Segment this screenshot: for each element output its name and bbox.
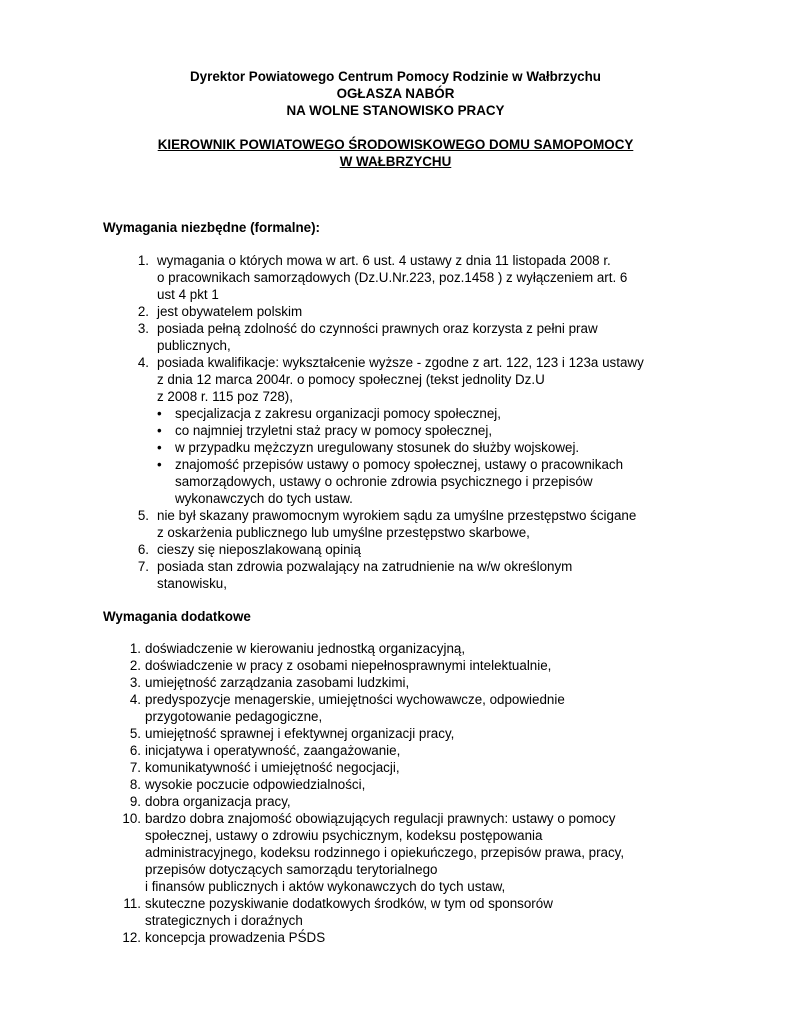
item-text-line: cieszy się nieposzlakowaną opinią (157, 542, 361, 557)
item-text-line: umiejętność sprawnej i efektywnej organizacji pracy, (145, 726, 455, 741)
item-text (145, 674, 681, 691)
item-text (145, 793, 681, 810)
item-number: 1. (129, 641, 141, 656)
list-item (121, 657, 681, 674)
item-number: 6. (129, 743, 141, 758)
item-text (145, 810, 681, 895)
title-line-1: KIEROWNIK POWIATOWEGO ŚRODOWISKOWEGO DOMU SAMOPOMOCY (157, 137, 634, 152)
list-item (127, 354, 697, 507)
item-text (145, 691, 681, 725)
bullet-text-line: samorządowych, ustawy o ochronie zdrowia psychicznego i przepisów (175, 474, 593, 489)
item-text (145, 759, 681, 776)
list-item (121, 691, 681, 725)
list-item (121, 895, 681, 929)
list-item (121, 929, 681, 946)
item-text-line: komunikatywność i umiejętność negocjacji, (145, 760, 400, 775)
item-text-line: posiada pełną zdolność do czynności prawnych oraz korzysta z pełni praw (157, 321, 598, 336)
item-text (145, 776, 681, 793)
item-text (157, 507, 697, 541)
bullet-text-line: specjalizacja z zakresu organizacji pomocy społecznej, (175, 406, 501, 421)
qualification-bullets (157, 405, 697, 507)
item-text (145, 895, 681, 929)
item-text-line: z dnia 12 marca 2004r. o pomocy społecznej (tekst jednolity Dz.U (157, 372, 545, 387)
item-text (145, 725, 681, 742)
bullet-icon: • (157, 440, 162, 455)
item-number: 7. (137, 559, 149, 574)
item-text-line: ust 4 pkt 1 (157, 287, 219, 302)
list-item (127, 303, 697, 320)
bullet-item (157, 422, 697, 439)
item-number: 3. (129, 675, 141, 690)
requirements-heading: Wymagania niezbędne (formalne): (103, 220, 321, 235)
item-text (145, 640, 681, 657)
bullet-item (157, 405, 697, 422)
bullet-text-line: co najmniej trzyletni staż pracy w pomocy społecznej, (175, 423, 493, 438)
item-text-line: wysokie poczucie odpowiedzialności, (145, 777, 366, 792)
item-text-line: doświadczenie w pracy z osobami niepełnosprawnymi intelektualnie, (145, 658, 552, 673)
item-number: 4. (129, 692, 141, 707)
list-item (121, 640, 681, 657)
item-number: 5. (137, 508, 149, 523)
list-item (121, 776, 681, 793)
bullet-icon: • (157, 423, 162, 438)
item-text-line: koncepcja prowadzenia PŚDS (145, 930, 326, 945)
item-text-line: inicjatywa i operatywność, zaangażowanie, (145, 743, 401, 758)
item-text-line: przygotowanie pedagogiczne, (145, 709, 323, 724)
item-text-line: dobra organizacja pracy, (145, 794, 291, 809)
list-item (121, 810, 681, 895)
item-number: 7. (129, 760, 141, 775)
item-text-line: posiada stan zdrowia pozwalający na zatrudnienie na w/w określonym (157, 559, 573, 574)
item-text-line: strategicznych i doraźnych (145, 913, 303, 928)
item-text-line: przepisów dotyczących samorządu terytorialnego (145, 862, 438, 877)
item-number: 3. (137, 321, 149, 336)
item-text-line: wymagania o których mowa w art. 6 ust. 4 ustawy z dnia 11 listopada 2008 r. (157, 253, 611, 268)
bullet-text-line: w przypadku mężczyzn uregulowany stosunek do służby wojskowej. (175, 440, 580, 455)
list-item (127, 252, 697, 303)
bullet-icon: • (157, 406, 162, 421)
list-item (127, 558, 697, 592)
item-number: 2. (129, 658, 141, 673)
list-item (121, 674, 681, 691)
header-line-3: NA WOLNE STANOWISKO PRACY (286, 103, 505, 118)
additional-heading: Wymagania dodatkowe (103, 609, 251, 624)
item-text (145, 742, 681, 759)
list-item (127, 541, 697, 558)
item-text-line: jest obywatelem polskim (157, 304, 303, 319)
item-number: 12. (122, 930, 141, 945)
bullet-text-line: wykonawczych do tych ustaw. (175, 491, 353, 506)
item-number: 5. (129, 726, 141, 741)
item-text-line: z oskarżenia publicznego lub umyślne przestępstwo skarbowe, (157, 525, 530, 540)
item-text-line: i finansów publicznych i aktów wykonawczych do tych ustaw, (145, 879, 506, 894)
item-text-line: społecznej, ustawy o zdrowiu psychicznym, kodeksu postępowania (145, 828, 543, 843)
title-line-2: W WAŁBRZYCHU (339, 154, 452, 169)
item-number: 2. (137, 304, 149, 319)
list-item (127, 320, 697, 354)
list-item (121, 725, 681, 742)
item-number: 6. (137, 542, 149, 557)
item-text (157, 558, 697, 592)
item-number: 11. (123, 896, 141, 911)
item-text-line: stanowisku, (157, 576, 227, 591)
requirements-list (127, 252, 697, 592)
item-number: 8. (129, 777, 141, 792)
item-text-line: nie był skazany prawomocnym wyrokiem sądu za umyślne przestępstwo ścigane (157, 508, 637, 523)
item-text-line: posiada kwalifikacje: wykształcenie wyższe - zgodne z art. 122, 123 i 123a ustawy (157, 355, 644, 370)
header-line-2: OGŁASZA NABÓR (336, 86, 455, 101)
list-item (121, 759, 681, 776)
item-number: 10. (122, 811, 141, 826)
item-text-line: doświadczenie w kierowaniu jednostką organizacyjną, (145, 641, 466, 656)
item-text-line: umiejętność zarządzania zasobami ludzkimi, (145, 675, 410, 690)
announcement-header (0, 68, 791, 119)
item-text (145, 657, 681, 674)
item-text-line: publicznych, (157, 338, 231, 353)
position-title (0, 136, 791, 170)
header-line-1: Dyrektor Powiatowego Centrum Pomocy Rodzinie w Wałbrzychu (190, 69, 601, 84)
bullet-icon: • (157, 457, 162, 472)
item-text (157, 354, 697, 507)
item-text (157, 303, 697, 320)
bullet-item (157, 439, 697, 456)
item-text (145, 929, 681, 946)
item-number: 4. (137, 355, 149, 370)
item-text-line: administracyjnego, kodeksu rodzinnego i opiekuńczego, przepisów prawa, pracy, (145, 845, 625, 860)
item-text-line: bardzo dobra znajomość obowiązujących regulacji prawnych: ustawy o pomocy (145, 811, 616, 826)
item-text (157, 252, 697, 303)
item-number: 1. (137, 253, 149, 268)
bullet-text-line: znajomość przepisów ustawy o pomocy społecznej, ustawy o pracownikach (175, 457, 624, 472)
list-item (121, 742, 681, 759)
item-text-line: o pracownikach samorządowych (Dz.U.Nr.223, poz.1458 ) z wyłączeniem art. 6 (157, 270, 628, 285)
list-item (121, 793, 681, 810)
bullet-item (157, 456, 697, 507)
item-text (157, 541, 697, 558)
item-text-line: predyspozycje menagerskie, umiejętności wychowawcze, odpowiednie (145, 692, 565, 707)
item-text (157, 320, 697, 354)
item-text-line: skuteczne pozyskiwanie dodatkowych środków, w tym od sponsorów (145, 896, 553, 911)
item-number: 9. (129, 794, 141, 809)
additional-requirements-list (121, 640, 681, 946)
list-item (127, 507, 697, 541)
item-text-line: z 2008 r. 115 poz 728), (157, 389, 293, 404)
